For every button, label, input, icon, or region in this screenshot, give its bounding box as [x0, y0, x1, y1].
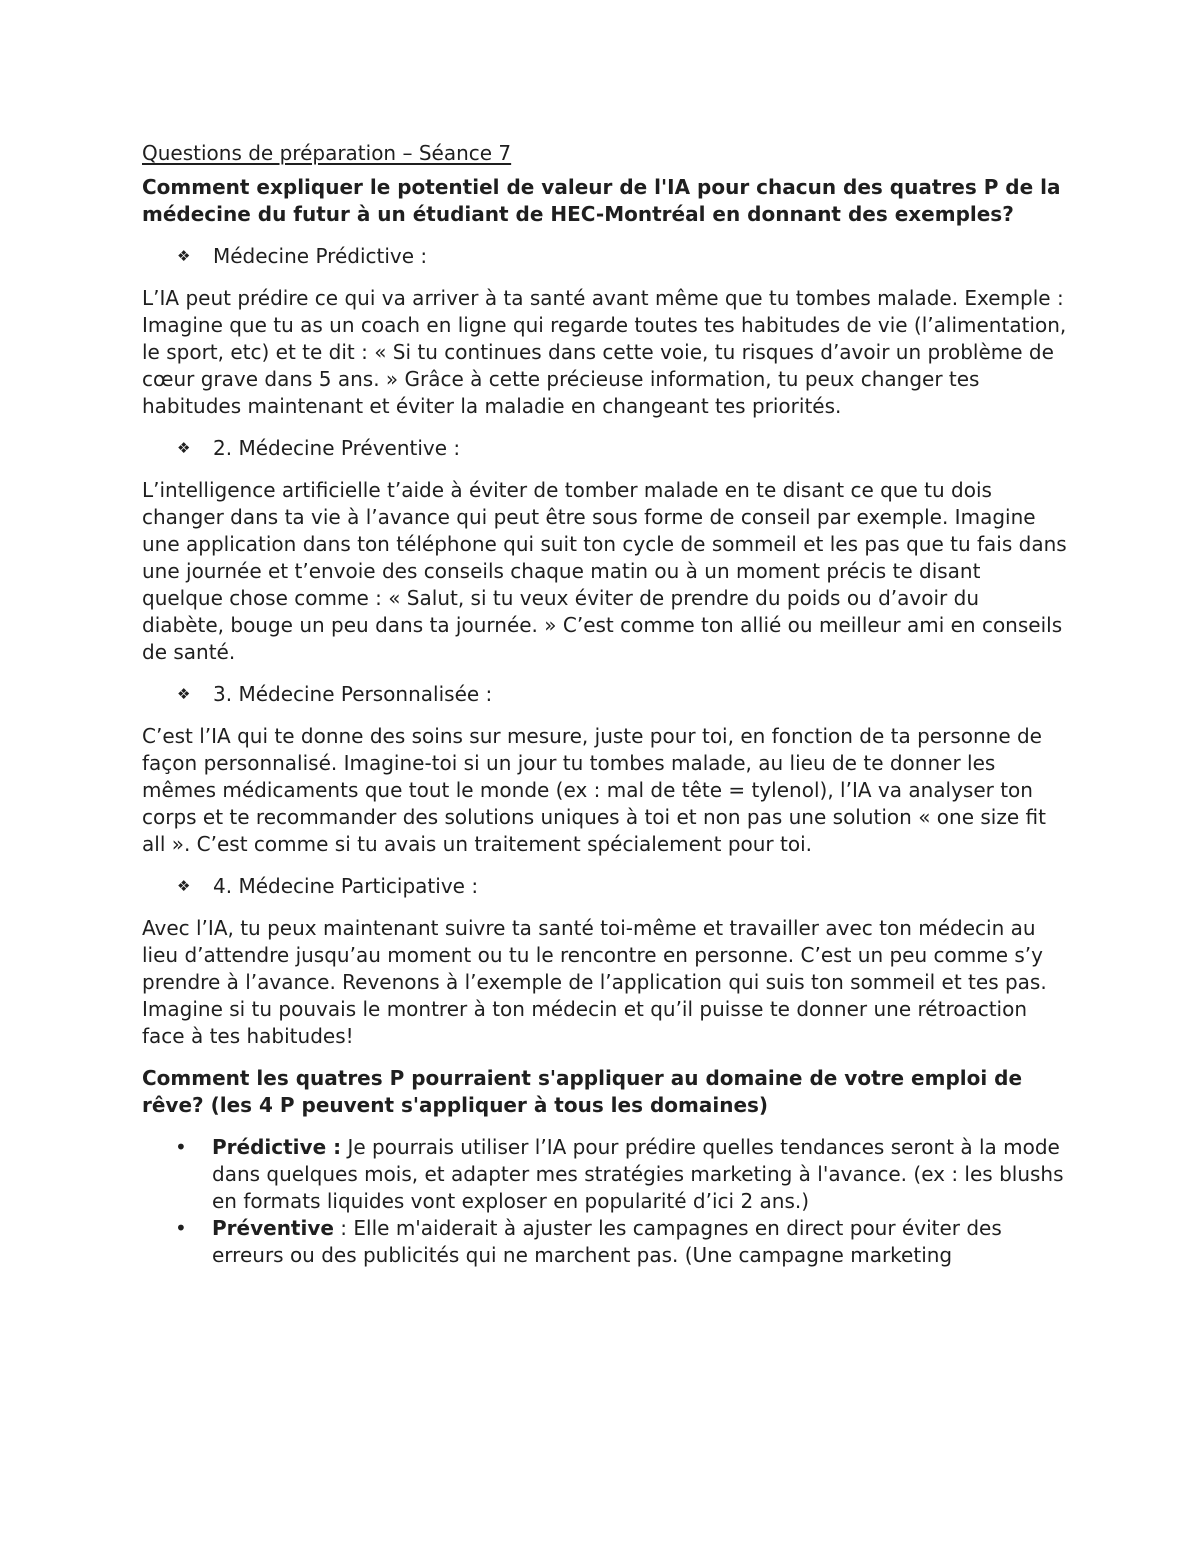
- section-heading-preventive: [177, 435, 1067, 462]
- bullet-text: : Elle m'aiderait à ajuster les campagnes en direct pour éviter des erreurs ou des publicités qui ne marchent pas. (Une campagne marketing: [212, 1216, 1002, 1267]
- bullet-dot-icon: •: [175, 1216, 187, 1240]
- diamond-bullet-icon: ❖: [177, 685, 191, 703]
- bullet-list: [142, 1134, 1067, 1269]
- section-heading-label: 3. Médecine Personnalisée :: [213, 682, 493, 706]
- section-heading-participative: [177, 873, 1067, 900]
- section-body-predictive: L’IA peut prédire ce qui va arriver à ta santé avant même que tu tombes malade. Exemple : Imagine que tu as un coach en ligne qui regarde toutes tes habitudes de vie (l’alimentation, le sport, etc) et te dit : « Si tu continues dans cette voie, tu risques d’avoir un problème de cœur grave dans 5 ans. » Grâce à cette précieuse information, tu peux changer tes habitudes maintenant et éviter la maladie en changeant tes priorités.: [142, 286, 1067, 418]
- diamond-bullet-icon: ❖: [177, 247, 191, 265]
- question-2: Comment les quatres P pourraient s'appliquer au domaine de votre emploi de rêve? (les 4 P peuvent s'appliquer à tous les domaines): [142, 1066, 1023, 1117]
- list-item: [142, 1134, 1067, 1215]
- section-heading-predictive: [177, 243, 1067, 270]
- diamond-bullet-icon: ❖: [177, 439, 191, 457]
- section-heading-label: 2. Médecine Préventive :: [213, 436, 461, 460]
- bullet-label: Prédictive :: [212, 1135, 342, 1159]
- diamond-bullet-icon: ❖: [177, 877, 191, 895]
- section-body-participative: Avec l’IA, tu peux maintenant suivre ta santé toi-même et travailler avec ton médecin au lieu d’attendre jusqu’au moment ou tu le rencontre en personne. C’est un peu comme s’y prendre à l’avance. Revenons à l’exemple de l’application qui suis ton sommeil et tes pas. Imagine si tu pouvais le montrer à ton médecin et qu’il puisse te donner une rétroaction face à tes habitudes!: [142, 916, 1047, 1048]
- section-heading-label: 4. Médecine Participative :: [213, 874, 479, 898]
- section-heading-label: Médecine Prédictive :: [213, 244, 428, 268]
- section-body-preventive: L’intelligence artificielle t’aide à éviter de tomber malade en te disant ce que tu dois changer dans ta vie à l’avance qui peut être sous forme de conseil par exemple. Imagine une application dans ton téléphone qui suit ton cycle de sommeil et les pas que tu fais dans une journée et t’envoie des conseils chaque matin ou à un moment précis te disant quelque chose comme : « Salut, si tu veux éviter de prendre du poids ou d’avoir du diabète, bouge un peu dans ta journée. » C’est comme ton allié ou meilleur ami en conseils de santé.: [142, 478, 1067, 664]
- section-body-personalized: C’est l’IA qui te donne des soins sur mesure, juste pour toi, en fonction de ta personne de façon personnalisé. Imagine-toi si un jour tu tombes malade, au lieu de te donner les mêmes médicaments que tout le monde (ex : mal de tête = tylenol), l’IA va analyser ton corps et te recommander des solutions uniques à toi et non pas une solution « one size fit all ». C’est comme si tu avais un traitement spécialement pour toi.: [142, 724, 1046, 856]
- list-item: [142, 1215, 1067, 1269]
- bullet-label: Préventive: [212, 1216, 334, 1240]
- bullet-dot-icon: •: [175, 1135, 187, 1159]
- bullet-text: Je pourrais utiliser l’IA pour prédire quelles tendances seront à la mode dans quelques mois, et adapter mes stratégies marketing à l'avance. (ex : les blushs en formats liquides vont exploser en popularité d’ici 2 ans.): [212, 1135, 1064, 1213]
- document-title: Questions de préparation – Séance 7: [142, 141, 512, 165]
- document-page: [142, 140, 1067, 1269]
- section-heading-personalized: [177, 681, 1067, 708]
- question-1: Comment expliquer le potentiel de valeur de l'IA pour chacun des quatres P de la médecine du futur à un étudiant de HEC-Montréal en donnant des exemples?: [142, 175, 1061, 226]
